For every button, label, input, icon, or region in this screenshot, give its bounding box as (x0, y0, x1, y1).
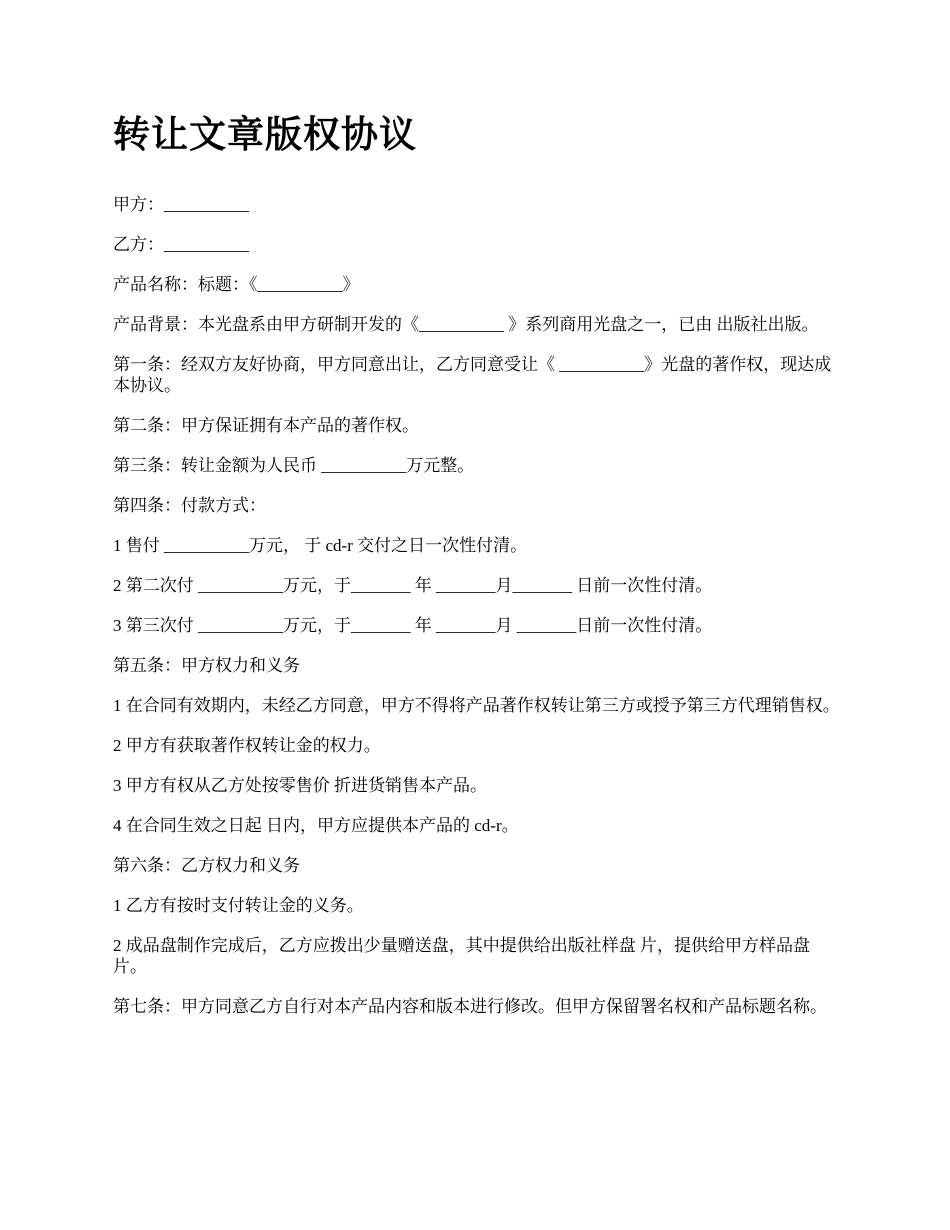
party-a-duty-1: 1 在合同有效期内，未经乙方同意，甲方不得将产品著作权转让第三方或授予第三方代理销售权。 (113, 696, 840, 715)
party-b-duty-1: 1 乙方有按时支付转让金的义务。 (113, 896, 364, 915)
payment-item-1: 1 售付 __________万元， 于 cd-r 交付之日一次性付清。 (113, 536, 528, 555)
product-background-paragraph: 产品背景：本光盘系由甲方研制开发的《__________ 》系列商用光盘之一，已由 出版社出版。 (113, 315, 819, 334)
article-2-paragraph: 第二条：甲方保证拥有本产品的著作权。 (113, 416, 419, 435)
party-a-line: 甲方：__________ (113, 195, 249, 214)
party-b-duty-2: 2 成品盘制作完成后，乙方应拨出少量赠送盘，其中提供给出版社样盘 片，提供给甲方样品盘 片。 (113, 936, 810, 976)
article-4-heading: 第四条：付款方式： (113, 496, 266, 515)
document-title: 转让文章版权协议 (113, 115, 417, 156)
payment-item-2: 2 第二次付 __________万元，于_______ 年 _______月_______ 日前一次性付清。 (113, 576, 713, 595)
party-a-duty-2: 2 甲方有获取著作权转让金的权力。 (113, 736, 381, 755)
article-7-paragraph: 第七条：甲方同意乙方自行对本产品内容和版本进行修改。但甲方保留署名权和产品标题名称。 (113, 997, 827, 1016)
article-5-heading: 第五条：甲方权力和义务 (113, 656, 300, 675)
party-b-line: 乙方：__________ (113, 235, 249, 254)
document-page (113, 112, 843, 1036)
party-a-duty-4: 4 在合同生效之日起 日内，甲方应提供本产品的 cd-r。 (113, 816, 519, 835)
article-3-paragraph: 第三条：转让金额为人民币 __________万元整。 (113, 456, 475, 475)
payment-item-3: 3 第三次付 __________万元，于_______ 年 _______月 _______日前一次性付清。 (113, 616, 713, 635)
party-a-duty-3: 3 甲方有权从乙方处按零售价 折进货销售本产品。 (113, 776, 487, 795)
article-1-paragraph: 第一条：经双方友好协商，甲方同意出让，乙方同意受让《 __________》光盘的著作权，现达成本协议。 (113, 355, 832, 395)
article-6-heading: 第六条：乙方权力和义务 (113, 856, 300, 875)
product-name-line: 产品名称：标题：《__________》 (113, 275, 360, 294)
